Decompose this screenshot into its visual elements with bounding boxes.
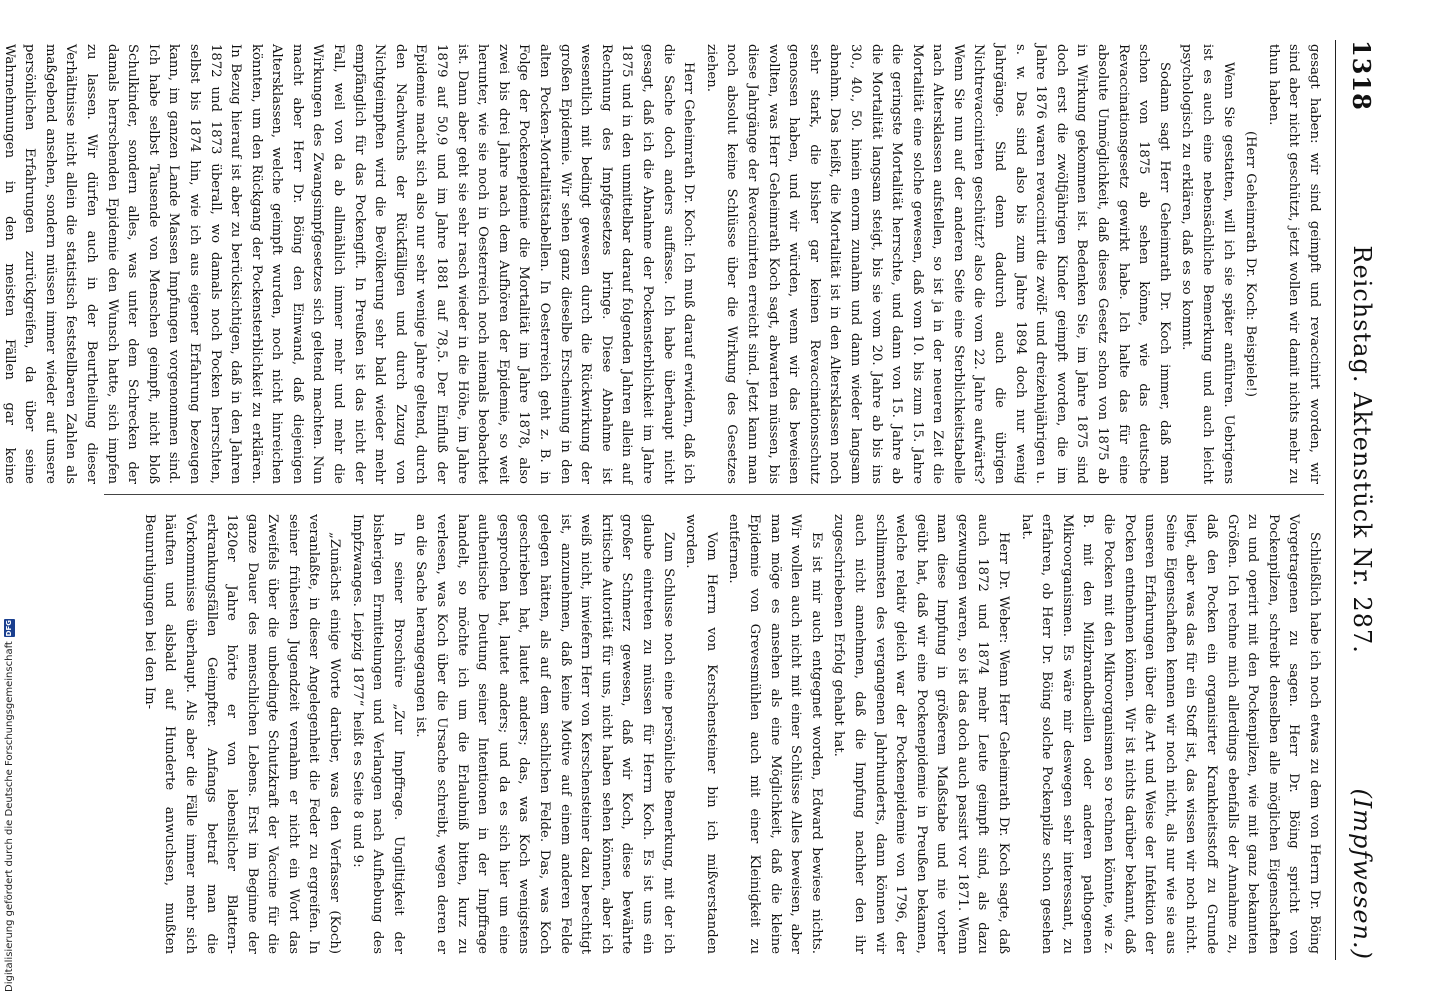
paragraph: Herr Dr. Weber: Wenn Herr Geheimrath Dr. Koch sagte, daß auch 1872 und 1874 mehr Leute geimpft sind, als dazu gezwungen waren, so ist das doch auch passirt vor 1871. Wenn man diese Impfung in größerem Maßstabe und nie vorher geübt hat, daß wir eine Pockenepidemie in Preußen bekamen, welche relativ gleich war der Pockenepidemie von 1796, der schlimmsten des vergangenen Jahrhunderts, dann können wir auch nicht annehmen, daß die Impfung nachher den ihr zugeschriebenen Erfolg gehabt hat. xyxy=(831,514,1012,954)
paragraph: gesagt haben: wir sind geimpft und revaccinirt worden, wir sind aber nicht geschützt, jetzt wollen wir damit nichts mehr zu thun haben. xyxy=(1265,44,1322,484)
page-header xyxy=(1342,40,1382,960)
paragraph: „Zunächst einige Worte darüber, was den Verfasser (Koch) veranlaßte, in dieser Angelegenheit die Feder zu ergreifen. In seiner frühesten Jugendzeit vernahm er nicht ein Wort das Zweifels über die unbedingte Schutzkraft der Vaccine für die ganze Dauer des menschlichen Lebens. Erst im Beginne der 1820er Jahre hörte er von lebenslicher Blattern-erkrankungsfällen Geimpfter. Anfangs betraf man die Vorkommnisse überhaupt. Als aber die Fälle immer mehr sich häuften und alsbald auf Hunderte anwuchsen, mußten Beunruhigungen bei den Im- xyxy=(141,514,343,954)
running-title: Reichstag. Aktenstück Nr. 287. xyxy=(1348,245,1376,654)
header-rule xyxy=(1335,40,1336,960)
paragraph: (Herr Geheimrath Dr. Koch: Beispiele!) xyxy=(1243,131,1259,397)
paragraph: Herr Geheimrath Dr. Koch: Ich muß darauf erwidern, daß ich die Sache doch anders auffasse. Ich habe überhaupt nicht gesagt, daß ich die Abnahme der Pockensterblichkeit im Jahre 1875 und in den unmittelbar darauf folgenden Jahren allein auf Rechnung des Impfgesetzes bringe. Diese Abnahme ist wesentlich mit bedingt gewesen durch die Rückwirkung der großen Epidemie. Wir sehen ganz dieselbe Erscheinung in den alten Pocken-Mortalitätstabellen. In Oesterreich geht z. B. in Folge der Pockenepidemie die Mortalität im Jahre 1878, also zwei bis drei Jahre nach dem Aufhören der Epidemie, so weit herunter, wie sie noch in Oesterreich noch niemals beobachtet ist. Dann aber geht sie sehr rasch wieder in die Höhe, im Jahre 1879 auf 50,9 und im Jahre 1881 auf 78,5. Der Einfluß der Epidemie macht sich also nur sehr wenige Jahre geltend, durch den Nachwuchs der Rückfälligen und durch Zuzug von Nichtgeimpften wird die Bevölkerung sehr bald wieder mehr empfänglich für das Pockengift. In Preußen ist das nicht der Fall, weil von da ab allmählich immer mehr und mehr die Wirkungen des Zwangsimpfgesetzes sich geltend machten. Nun macht aber Herr Dr. Böing den Einwand, daß diejenigen Altersklassen, welche geimpft wurden, noch nicht hinreichen könnten, um den Rückgang der Pockensterblichkeit zu erklären. In Bezug hierauf ist aber zu berücksichtigen, daß in den Jahren 1872 und 1873 überall, wo damals noch Pocken herrschten, selbst bis 1874 hin, wie ich aus eigener Erfahrung bezeugen kann, im ganzen Lande Massen Impfungen vorgenommen sind. Ich habe selbst Tausende von Menschen geimpft, nicht bloß Schulkinder, sondern alles, was unter dem Schrecken der damals herrschenden Epidemie den Wunsch hatte, sich impfen zu lassen. Wir dürfen auch in der Beurtheilung dieser Verhältnisse nicht allein die statistisch feststellbaren Zahlen als maßgebend ansehen, sondern müssen immer wieder auf unsere persönlichen Erfahrungen zurückgreifen, da über seine Wahrnehmungen in den meisten Fällen gar keine xyxy=(1,44,697,484)
paragraph: Es ist mir auch entgegnet worden, Edward bewiese nichts. Wir wollen auch nicht mit einer Schlüsse Alles beweisen, aber man möge es ansehen als eine Möglichkeit, daß die kleine Epidemie von Grevesmühlen auch mit einer Kleinigkeit zu entfernen. xyxy=(726,514,824,954)
page-number: 1318 xyxy=(1347,40,1377,111)
dfg-logo: DFG xyxy=(4,619,13,637)
paragraph: Schließlich habe ich noch etwas zu dem von Herrn Dr. Böing Vorgetragenen zu sagen. Herr Dr. Böing spricht von Pockenpilzen, schreibt denselben alle möglichen Eigenschaften zu und operirt mit den Pockenpilzen, wie mit ganz bekannten Größen. Ich rechne mich allerdings ebenfalls der Annahme zu, daß den Pocken ein organisirter Krankheitsstoff zu Grunde liegt, aber was das für ein Stoff ist, das wissen wir noch nicht. Seine Eigenschaften kennen wir noch nicht, als nur wie sie aus unseren Erfahrungen über die Art und Weise der Infektion der Pocken entnehmen können. Wir ist nichts darüber bekannt, daß die Pocken mit den Mikroorganismen so rechnen könnte, wie z. B. mit den Milzbrandbacillen oder anderen pathogenen Mikroorganismen. Es wäre mir deswegen sehr interessant, zu erfahren, ob Herr Dr. Böing solche Pockenpilze schon gesehen hat. xyxy=(1018,514,1322,954)
paragraph: In seiner Broschüre „Zur Impffrage. Ungiltigkeit der bisherigen Ermittelungen und Verlangen nach Aufhebung des Impfzwanges. Leipzig 1877“ heißt es Seite 8 und 9: xyxy=(349,514,406,954)
paragraph: Wenn Sie gestatten, will ich sie später anführen. Uebrigens ist es auch eine nebensächliche Bemerkung und auch leicht psychologisch zu erklären, daß es so kommt. xyxy=(1179,44,1236,484)
column-divider xyxy=(104,494,1324,495)
right-column xyxy=(74,514,1324,954)
paragraph: Zum Schlusse noch eine persönliche Bemerkung, mit der ich glaube eintreten zu müssen für Herrn Koch. Es ist uns ein großer Schmerz gewesen, daß wir Koch, diese bewährte kritische Autorität für uns, nicht haben sehen können, aber ich weiß nicht, inwiefern Herr von Kerschensteiner dazu berechtigt ist, anzunehmen, daß keine Motive auf einem anderen Felde gelegen hätten, als auf dem sachlichen Felde. Das, was Koch geschrieben hat, lautet anders; das, was Koch wenigstens gesprochen hat, lautet anders; und da es sich hier um eine authentische Deutung seiner Intentionen in der Impffrage handelt, so möchte ich um die Erlaubniß bitten, kurz zu verlesen, was Koch über die Ursache schreibt, wegen deren er an die Sache herangegangen ist. xyxy=(413,514,676,954)
session-label: (Impfwesen.) xyxy=(1348,788,1376,960)
digitization-text: Digitalisierung gefördert durch die Deutsche Forschungsgemeinschaft xyxy=(3,641,15,992)
digitization-note xyxy=(2,600,16,992)
paragraph: Vom Herrn von Kerschensteiner bin ich mißverstanden worden. xyxy=(683,514,719,954)
left-column xyxy=(1,44,1324,484)
paragraph: Sodann sagt Herr Geheimrath Dr. Koch immer, daß man schon von 1875 ab sehen könne, wie das deutsche Revaccinationsgesetz gewirkt habe. Ich halte das für eine absolute Unmöglichkeit, daß dieses Gesetz schon von 1875 ab in Wirkung gekommen ist. Bedenken Sie, im Jahre 1875 sind doch erst die zwölfjährigen Kinder geimpft worden, die im Jahre 1876 waren revaccinirt die zwölf- und dreizehnjährigen u. s. w. Das sind also bis zum Jahre 1894 doch nur wenig Jahrgänge. Sind denn dadurch auch die übrigen Nichtrevaccinirten geschützt? also die vom 22. Jahre aufwärts? Wenn Sie nun auf der anderen Seite eine Sterblichkeitstabelle nach Altersklassen aufstellen, so ist ja in der neueren Zeit die Mortalität eine solche gewesen, daß vom 10. bis zum 15. Jahre die geringste Mortalität herrschte, und dann von 15. Jahre ab die Mortalität langsam steigt, bis sie vom 20. Jahre ab bis ins 30., 40., 50. hinein enorm zunahm und dann wieder langsam abnahm. Das heißt, die Mortalität ist in den Altersklassen noch sehr stark, die bisher gar keinen Revaccinationsschutz genossen haben, und wir würden, wenn wir das beweisen wollten, was Herr Geheimrath Koch sagt, abwarten müssen, bis diese Jahrgänge der Revaccinirten erreicht sind. Jetzt kann man noch absolut keine Schlüsse über die Wirkung des Gesetzes ziehen. xyxy=(703,44,1172,484)
